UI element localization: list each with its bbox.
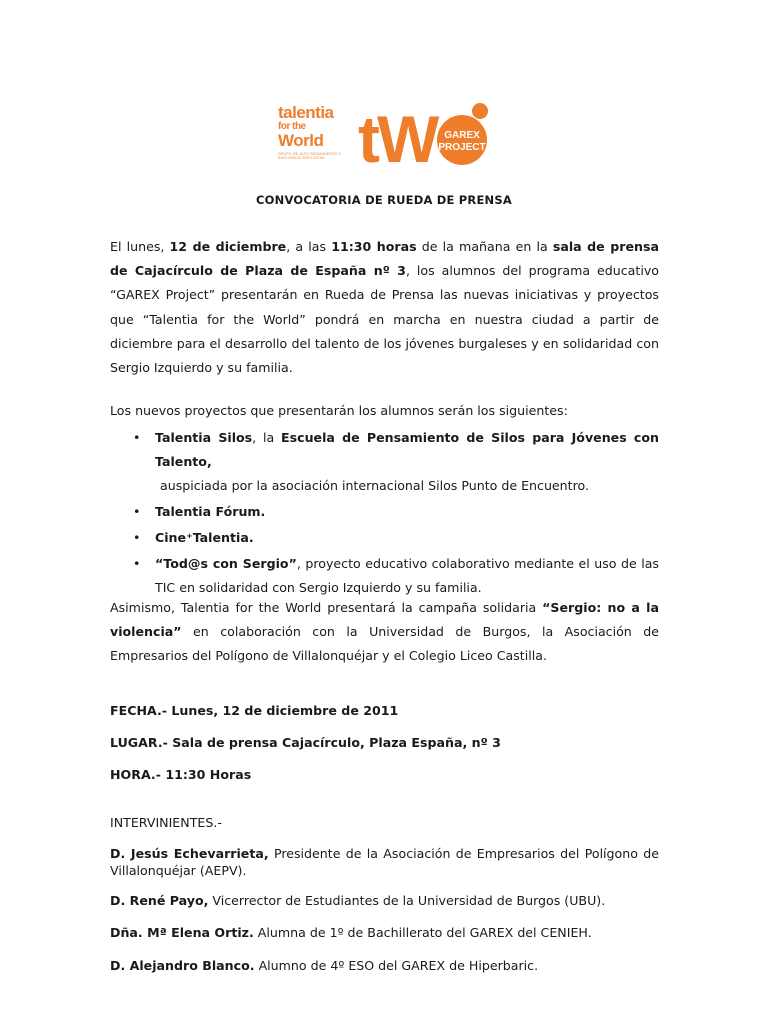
p1-text-3: de la mañana en la: [416, 239, 553, 254]
tw-logo-text: tW: [358, 102, 437, 166]
p1-venue: sala de prensa de Cajacírculo de Plaza de España nº 3: [110, 239, 659, 279]
p3-campaign: “Sergio: no a la violencia”: [110, 600, 659, 640]
project-item-todos-con-sergio: [133, 552, 659, 600]
project-item-talentia-forum: [133, 500, 659, 524]
speaker-name: D. Jesús Echevarrieta,: [110, 846, 269, 861]
speaker-name: D. Alejandro Blanco.: [110, 958, 255, 973]
speaker-item: [110, 845, 659, 879]
project-1-name: Talentia Silos: [155, 430, 253, 445]
projects-list: [133, 426, 659, 601]
project-item-talentia-silos: [133, 426, 659, 499]
project-logo-text: PROJECT: [438, 142, 486, 153]
document-title: CONVOCATORIA DE RUEDA DE PRENSA: [256, 193, 512, 207]
talentia-logo-line2: for the: [278, 121, 306, 132]
p1-text-2: , a las: [286, 239, 332, 254]
talentia-for-the-world-logo: [278, 104, 348, 162]
event-place: LUGAR.- Sala de prensa Cajacírculo, Plaza España, nº 3: [110, 735, 501, 750]
project-2-name: Talentia Fórum.: [155, 504, 266, 520]
project-4-name: “Tod@s con Sergio”: [155, 555, 297, 571]
talentia-logo-line3: World: [278, 131, 324, 150]
speaker-desc: Alumno de 4º ESO del GAREX de Hiperbaric.: [254, 958, 539, 973]
garex-logo-text: GAREX: [444, 130, 480, 141]
project-3-name: Cine⁺Talentia.: [155, 529, 254, 545]
p1-text-4: , los alumnos del programa educativo “GAREX Project” presentarán en Rueda de Prensa las nuevas iniciativas y proyectos que “Talentia for the World” pondrá en marcha en nuestra ciudad a partir de diciembre para el desarrollo del talento de los jóvenes burgaleses y en solidaridad con Sergio Izquierdo y su familia.: [110, 263, 659, 376]
speaker-desc: Presidente de la Asociación de Empresarios del Polígono de Villalonquéjar (AEPV).: [110, 846, 659, 878]
speaker-item: [110, 957, 659, 974]
p1-text-1: El lunes,: [110, 239, 170, 254]
project-1-school: Escuela de Pensamiento de Silos para Jóvenes con Talento,: [155, 430, 659, 470]
event-date: FECHA.- Lunes, 12 de diciembre de 2011: [110, 703, 399, 718]
talentia-logo-tagline: GRUPO DE ALTO RENDIMIENTO Y EXCELENCIA EDUCATIVA: [278, 152, 341, 160]
project-1-text: , la: [252, 430, 282, 445]
p3-text-1: Asimismo, Talentia for the World presentará la campaña solidaria: [110, 600, 543, 615]
p1-date: 12 de diciembre: [169, 239, 287, 254]
speaker-desc: Vicerrector de Estudiantes de la Universidad de Burgos (UBU).: [208, 893, 606, 908]
project-1-detail: auspiciada por la asociación internacional Silos Punto de Encuentro.: [160, 478, 589, 494]
project-item-cine-talentia: [133, 526, 659, 550]
speaker-name: D. René Payo,: [110, 893, 209, 908]
project-4-text: , proyecto educativo colaborativo mediante el uso de las TIC en solidaridad con Sergio Izquierdo y su familia.: [155, 555, 659, 595]
p1-time: 11:30 horas: [331, 239, 417, 254]
p3-text-2: en colaboración con la Universidad de Burgos, la Asociación de Empresarios del Polígono de Villalonquéjar y el Colegio Liceo Castilla.: [110, 624, 659, 664]
projects-intro: Los nuevos proyectos que presentarán los alumnos serán los siguientes:: [110, 403, 568, 418]
campaign-paragraph: [110, 596, 659, 669]
header-logos: [278, 100, 494, 166]
talentia-logo-line1: talentia: [278, 103, 334, 122]
speaker-desc: Alumna de 1º de Bachillerato del GAREX del CENIEH.: [253, 925, 592, 940]
speakers-heading: INTERVINIENTES.-: [110, 815, 222, 830]
intro-paragraph: [110, 235, 659, 380]
garex-dot: [472, 103, 488, 119]
speaker-name: Dña. Mª Elena Ortiz.: [110, 925, 254, 940]
speaker-item: [110, 892, 659, 909]
garex-project-logo: [358, 100, 494, 166]
speaker-item: [110, 924, 659, 941]
event-time: HORA.- 11:30 Horas: [110, 767, 252, 782]
